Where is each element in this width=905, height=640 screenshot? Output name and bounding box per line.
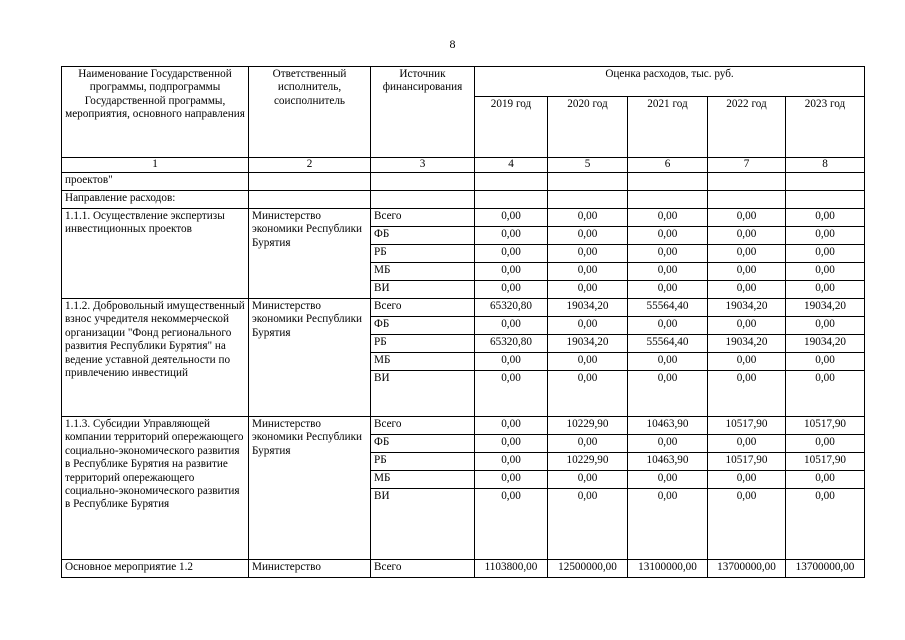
header-year: 2022 год (708, 97, 786, 158)
funding-source: Всего (371, 417, 475, 435)
header-estimate: Оценка расходов, тыс. руб. (475, 67, 865, 97)
expenditure-table (61, 66, 865, 578)
table-row (62, 299, 865, 317)
cost-value: 10463,90 (628, 453, 708, 471)
table-row (62, 417, 865, 435)
responsible: Министерство (249, 560, 371, 578)
cost-value: 0,00 (475, 353, 548, 371)
header-source: Источник финансирования (371, 67, 475, 158)
funding-source: ФБ (371, 435, 475, 453)
cost-value: 0,00 (548, 371, 628, 417)
cost-value: 65320,80 (475, 335, 548, 353)
column-number: 5 (548, 158, 628, 173)
cost-value: 10517,90 (786, 453, 865, 471)
funding-source: ФБ (371, 317, 475, 335)
cost-value: 0,00 (628, 281, 708, 299)
column-number: 4 (475, 158, 548, 173)
column-number: 6 (628, 158, 708, 173)
cost-value: 0,00 (628, 227, 708, 245)
column-number: 3 (371, 158, 475, 173)
header-year: 2021 год (628, 97, 708, 158)
cost-value: 19034,20 (548, 335, 628, 353)
column-number: 2 (249, 158, 371, 173)
header-year: 2019 год (475, 97, 548, 158)
cost-value: 0,00 (786, 263, 865, 281)
cost-value: 0,00 (708, 263, 786, 281)
cost-value: 0,00 (475, 435, 548, 453)
table-row (62, 560, 865, 578)
measure-name: 1.1.1. Осуществление экспертизы инвестиционных проектов (62, 209, 249, 299)
cost-value: 13700000,00 (708, 560, 786, 578)
cost-value: 0,00 (475, 417, 548, 435)
cost-value: 0,00 (548, 209, 628, 227)
measure-name: 1.1.3. Субсидии Управляющей компании территорий опережающего социально-экономического развития в Республике Бурятия на развитие территорий опережающего социально-экономического развития в Республике Бурятия (62, 417, 249, 560)
cost-value: 19034,20 (786, 299, 865, 317)
cost-value: 0,00 (786, 209, 865, 227)
header-year: 2023 год (786, 97, 865, 158)
cost-value: 0,00 (708, 245, 786, 263)
cost-value: 0,00 (786, 371, 865, 417)
column-number: 8 (786, 158, 865, 173)
cost-value: 0,00 (786, 245, 865, 263)
cost-value: 10229,90 (548, 453, 628, 471)
cost-value: 10517,90 (708, 453, 786, 471)
funding-source: РБ (371, 453, 475, 471)
cost-value: 19034,20 (708, 335, 786, 353)
cost-value: 0,00 (548, 281, 628, 299)
cost-value: 0,00 (628, 245, 708, 263)
header-year: 2020 год (548, 97, 628, 158)
funding-source: МБ (371, 471, 475, 489)
cost-value: 0,00 (548, 471, 628, 489)
cost-value: 0,00 (475, 245, 548, 263)
cost-value: 0,00 (708, 435, 786, 453)
cost-value: 0,00 (548, 227, 628, 245)
cost-value: 0,00 (475, 263, 548, 281)
cost-value: 0,00 (548, 489, 628, 560)
cost-value: 0,00 (548, 353, 628, 371)
cost-value: 55564,40 (628, 335, 708, 353)
row-text: Направление расходов: (62, 191, 249, 209)
cost-value: 65320,80 (475, 299, 548, 317)
funding-source: Всего (371, 560, 475, 578)
cost-value: 0,00 (708, 353, 786, 371)
cost-value: 0,00 (786, 489, 865, 560)
cost-value: 0,00 (548, 263, 628, 281)
cost-value: 0,00 (786, 227, 865, 245)
header-responsible: Ответственный исполнитель, соисполнитель (249, 67, 371, 158)
funding-source: ВИ (371, 281, 475, 299)
cost-value: 0,00 (708, 489, 786, 560)
cost-value: 0,00 (628, 263, 708, 281)
measure-name: 1.1.2. Добровольный имущественный взнос учредителя некоммерческой организации "Фонд регионального развития Республики Бурятия" на ведение уставной деятельности по привлечению инвестиций (62, 299, 249, 417)
cost-value: 0,00 (628, 317, 708, 335)
cost-value: 13100000,00 (628, 560, 708, 578)
cost-value: 0,00 (628, 489, 708, 560)
cost-value: 0,00 (708, 281, 786, 299)
cost-value: 12500000,00 (548, 560, 628, 578)
header-name: Наименование Государственной программы, подпрограммы Государственной программы, мероприятия, основного направления (62, 67, 249, 158)
cost-value: 10229,90 (548, 417, 628, 435)
cost-value: 0,00 (786, 471, 865, 489)
cost-value: 0,00 (786, 353, 865, 371)
cost-value: 0,00 (628, 471, 708, 489)
cost-value: 0,00 (475, 317, 548, 335)
cost-value: 0,00 (475, 489, 548, 560)
cost-value: 0,00 (786, 317, 865, 335)
funding-source: ФБ (371, 227, 475, 245)
cost-value: 10463,90 (628, 417, 708, 435)
measure-name: Основное мероприятие 1.2 (62, 560, 249, 578)
cost-value: 0,00 (548, 435, 628, 453)
responsible: Министерство экономики Республики Бурятия (249, 299, 371, 417)
page-number: 8 (449, 37, 456, 51)
funding-source: МБ (371, 263, 475, 281)
responsible: Министерство экономики Республики Бурятия (249, 209, 371, 299)
cost-value: 0,00 (708, 371, 786, 417)
cost-value: 0,00 (786, 281, 865, 299)
cost-value: 0,00 (548, 317, 628, 335)
cost-value: 0,00 (548, 245, 628, 263)
cost-value: 0,00 (475, 453, 548, 471)
cost-value: 0,00 (475, 471, 548, 489)
funding-source: МБ (371, 353, 475, 371)
cost-value: 0,00 (628, 353, 708, 371)
cost-value: 0,00 (475, 209, 548, 227)
responsible: Министерство экономики Республики Бурятия (249, 417, 371, 560)
cost-value: 0,00 (475, 371, 548, 417)
cost-value: 10517,90 (708, 417, 786, 435)
funding-source: Всего (371, 209, 475, 227)
row-text: проектов" (62, 173, 249, 191)
funding-source: РБ (371, 245, 475, 263)
cost-value: 19034,20 (708, 299, 786, 317)
funding-source: РБ (371, 335, 475, 353)
cost-value: 0,00 (786, 435, 865, 453)
cost-value: 19034,20 (548, 299, 628, 317)
cost-value: 13700000,00 (786, 560, 865, 578)
cost-value: 0,00 (708, 209, 786, 227)
cost-value: 10517,90 (786, 417, 865, 435)
cost-value: 0,00 (628, 371, 708, 417)
cost-value: 19034,20 (786, 335, 865, 353)
cost-value: 0,00 (475, 281, 548, 299)
funding-source: ВИ (371, 489, 475, 560)
cost-value: 0,00 (628, 209, 708, 227)
cost-value: 0,00 (708, 227, 786, 245)
cost-value: 1103800,00 (475, 560, 548, 578)
cost-value: 55564,40 (628, 299, 708, 317)
cost-value: 0,00 (475, 227, 548, 245)
table-row (62, 209, 865, 227)
cost-value: 0,00 (708, 471, 786, 489)
funding-source: Всего (371, 299, 475, 317)
column-number: 1 (62, 158, 249, 173)
funding-source: ВИ (371, 371, 475, 417)
cost-value: 0,00 (628, 435, 708, 453)
cost-value: 0,00 (708, 317, 786, 335)
column-number: 7 (708, 158, 786, 173)
